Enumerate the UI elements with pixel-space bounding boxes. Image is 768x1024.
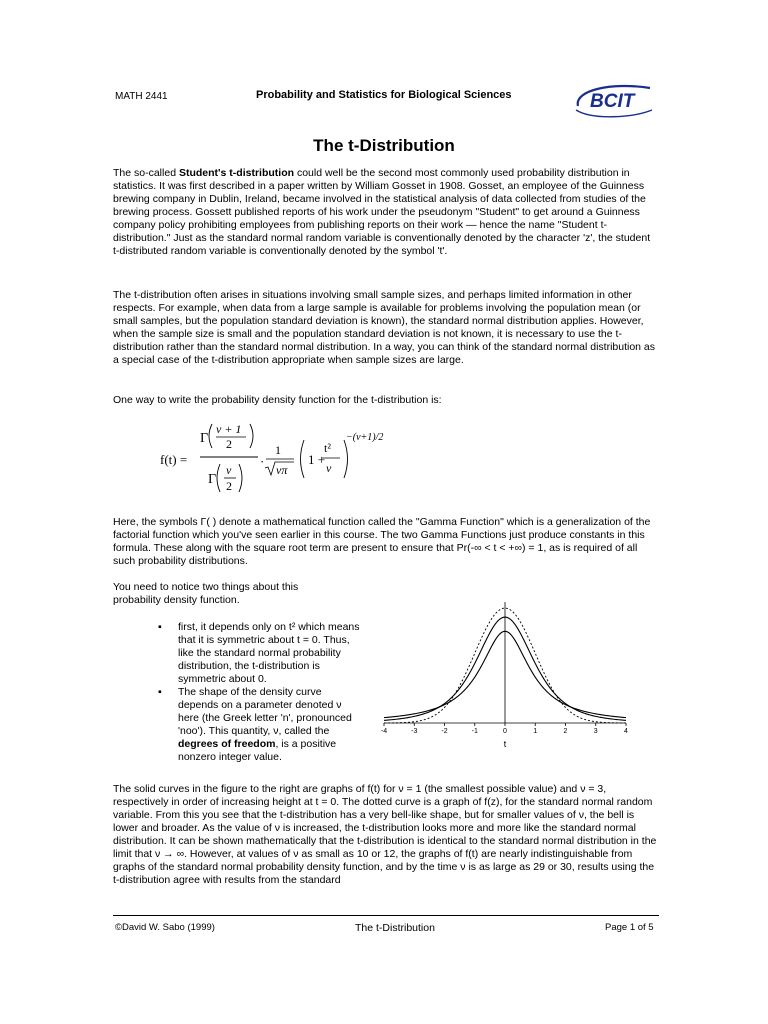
course-title: Probability and Statistics for Biological Sciences — [256, 89, 512, 101]
svg-text:1 +: 1 + — [308, 452, 326, 467]
x-tick-label: 2 — [563, 728, 568, 735]
x-tick-label: 3 — [593, 728, 598, 735]
x-tick-label: -4 — [380, 728, 388, 735]
list-item: ▪ The shape of the density curve depends on a parameter denoted ν here (the Greek letter 'n', pronounced 'noo'). This quantity, ν, called the degrees of freedom, is a positive nonzero integer value. — [158, 686, 352, 763]
property-list — [158, 621, 364, 764]
x-tick-label: 4 — [624, 728, 628, 735]
formula-exponent: −(ν+1)/2 — [346, 432, 384, 443]
svg-text:2: 2 — [226, 437, 232, 451]
paragraph-pdf-intro: One way to write the probability density function for the t-distribution is: — [113, 394, 442, 406]
bullet-icon: ▪ — [158, 621, 162, 633]
paragraph-gamma: Here, the symbols Γ( ) denote a mathematical function called the "Gamma Function" which is a generalization of the factorial function which you've seen earlier in this course. The two Gamma Functions just produce constants in this formula. These along with the square root term are present to ensure that Pr(-∞ < t < +∞) = 1, as is required of all such probability distributions. — [113, 516, 651, 567]
pdf-formula — [158, 416, 398, 500]
list-item: ▪ first, it depends only on t² which means that it is symmetric about t = 0. Thus, like the standard normal probability distribution, the t-distribution is symmetric about 0. — [158, 621, 360, 685]
logo-text: BCIT — [590, 91, 635, 112]
paragraph-usage: The t-distribution often arises in situations involving small sample sizes, and perhaps limited information in other respects. For example, when data from a large sample is available for problems involving the population mean (or small samples, but the population standard deviation is known), the standard normal distribution applies. However, when the sample size is small and the population standard deviation is not known, it is necessary to use the t-distribution rather than the standard normal distribution. In a way, you can think of the standard normal distribution as a special case of the t-distribution appropriate when sample sizes are large. — [113, 289, 656, 366]
x-tick-label: -3 — [411, 728, 418, 735]
footer-copyright: ©David W. Sabo (1999) — [115, 922, 215, 933]
page-title: The t-Distribution — [313, 136, 455, 155]
svg-text:1: 1 — [275, 443, 281, 457]
t-distribution-chart — [376, 596, 634, 756]
svg-text:t²: t² — [324, 441, 331, 455]
svg-text:·: · — [260, 454, 265, 469]
x-axis-label: t — [503, 739, 507, 749]
formula-lhs: f(t) = — [160, 452, 188, 467]
svg-text:νπ: νπ — [276, 463, 288, 477]
x-tick-label: 1 — [533, 728, 538, 735]
svg-text:2: 2 — [226, 479, 232, 493]
notice-text: You need to notice two things about this probability density function. — [113, 581, 299, 606]
footer-divider — [113, 915, 659, 916]
course-code: MATH 2441 — [115, 91, 168, 102]
bullet-icon: ▪ — [158, 686, 162, 698]
svg-text:ν: ν — [226, 463, 232, 477]
formula-gamma-num: Γ — [200, 431, 209, 446]
intro-paragraph: The so-called Student's t-distribution could well be the second most commonly used probability distribution in statistics. It was first described in a paper written by William Gosset in 1908. Gosset, an employee of the Guinness brewing company in Dublin, Ireland, became involved in the statistical analysis of data collected from studies of the brewing process. Gossett published reports of his work under the pseudonym "Student" to get around a Guinness company policy prohibiting employees from publishing reports on their work — hence the name "Student t-distribution." Just as the standard normal random variable is conventionally denoted by the character 'z', the student t-distributed random variable is conventionally denoted by the symbol 't'. — [113, 167, 651, 257]
svg-text:ν + 1: ν + 1 — [216, 422, 242, 436]
svg-text:ν: ν — [326, 461, 332, 475]
footer-title: The t-Distribution — [355, 922, 435, 934]
formula-gamma-den: Γ — [208, 472, 217, 487]
paragraph-curves: The solid curves in the figure to the right are graphs of f(t) for ν = 1 (the smallest possible value) and ν = 3, respectively in order of increasing height at t = 0. The dotted curve is a graph of f(z), for the standard normal random variable. From this you see that the t-distribution has a very bell-like shape, but for smaller values of ν, the bell is lower and broader. As the value of ν is increased, the t-distribution looks more and more like the standard normal distribution. It can be shown mathematically that the t-distribution is identical to the standard normal distribution in the limit that ν → ∞. However, at values of ν as small as 10 or 12, the graphs of f(t) are nearly indistinguishable from graphs of the standard normal probability density function, and by the time ν is as large as 29 or 30, results using the t-distribution agree with results from the standard — [113, 783, 657, 886]
x-tick-label: -1 — [471, 728, 478, 735]
footer-page-number: Page 1 of 5 — [605, 922, 654, 933]
x-tick-label: 0 — [503, 728, 507, 735]
bcit-logo — [572, 80, 654, 120]
x-tick-label: -2 — [441, 728, 448, 735]
